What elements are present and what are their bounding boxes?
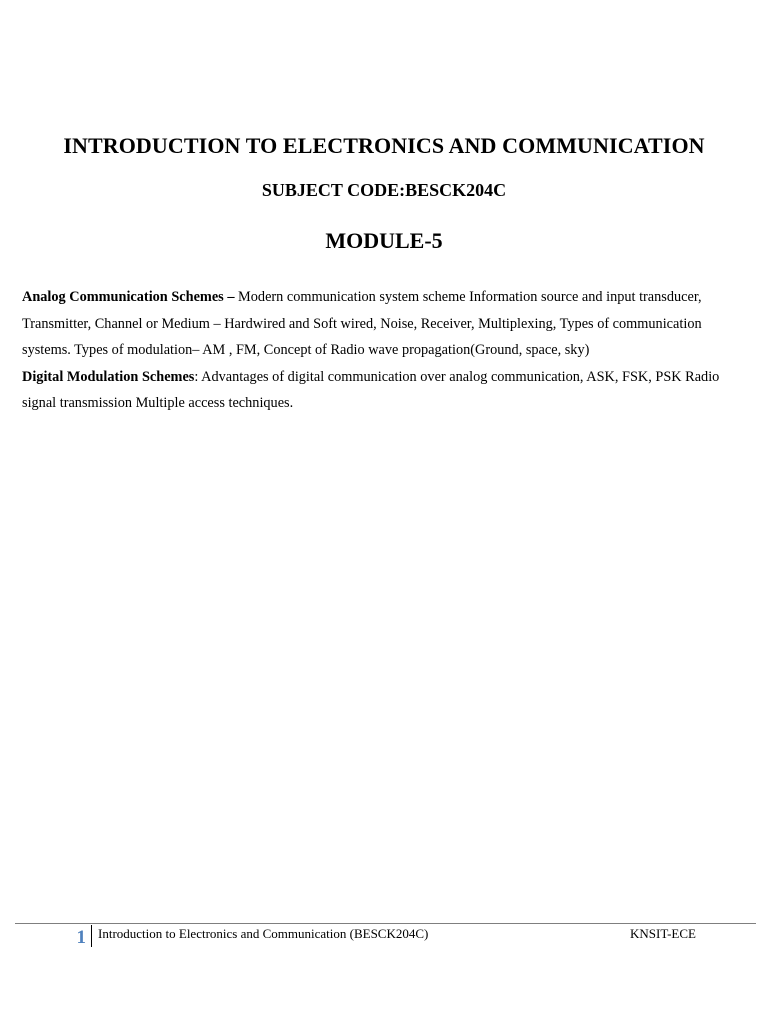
module-heading: MODULE-5 — [325, 228, 443, 253]
digital-section-heading: Digital Modulation Schemes — [22, 368, 195, 385]
analog-section — [22, 284, 752, 364]
subject-code: SUBJECT CODE:BESCK204C — [261, 180, 507, 200]
syllabus-content — [22, 284, 752, 417]
analog-section-body: Modern communication system scheme Information source and input transducer, Transmitter, Channel or Medium – Hardwired and Soft wired, Noise, Receiver, Multiplexing, Types of communication systems. Types of modulation– AM , FM, Concept of Radio wave propagation(Ground, space, sky) — [22, 289, 702, 358]
page-number: 1 — [76, 927, 86, 948]
digital-section-body: : Advantages of digital communication over analog communication, ASK, FSK, PSK Radio signal transmission Multiple access techniques. — [22, 368, 720, 411]
footer-org: KNSIT-ECE — [630, 926, 696, 941]
digital-section — [22, 364, 752, 417]
footer-divider — [91, 925, 92, 947]
document-title: INTRODUCTION TO ELECTRONICS AND COMMUNICATION — [63, 133, 705, 158]
footer-title: Introduction to Electronics and Communication (BESCK204C) — [98, 926, 429, 941]
analog-section-heading: Analog Communication Schemes – — [22, 289, 235, 305]
footer-rule — [15, 923, 756, 924]
